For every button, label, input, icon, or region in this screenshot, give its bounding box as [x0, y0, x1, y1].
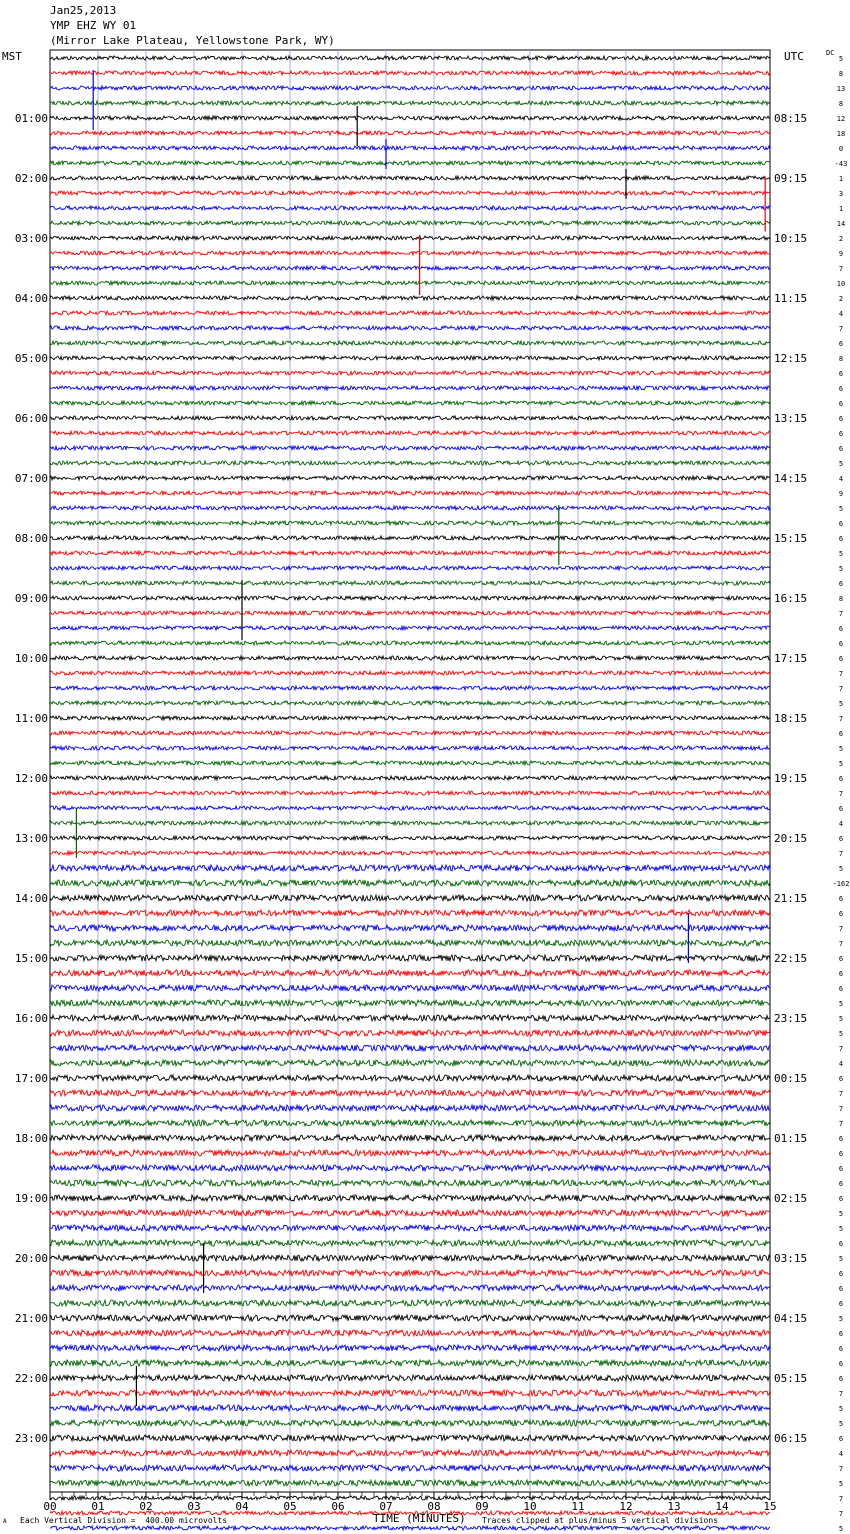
- trace-line: [50, 1105, 770, 1111]
- trace-line: [50, 146, 770, 150]
- trace-line: [50, 671, 770, 675]
- trace-line: [50, 1315, 770, 1321]
- dc-offset: 6: [838, 445, 844, 453]
- trace-line: [50, 1435, 770, 1441]
- right-hour-label: 23:15: [774, 1012, 808, 1025]
- trace-line: [50, 1195, 770, 1201]
- dc-offset: 4: [838, 1450, 844, 1458]
- dc-offset: 8: [838, 355, 844, 363]
- dc-offset: 7: [838, 610, 844, 618]
- right-hour-label: 22:15: [774, 952, 808, 965]
- right-hour-label: 15:15: [774, 532, 808, 545]
- x-tick-label: 14: [715, 1500, 729, 1513]
- trace-line: [50, 910, 770, 916]
- station-title: YMP EHZ WY 01: [50, 19, 137, 32]
- dc-offset: 6: [838, 1300, 844, 1308]
- trace-line: [50, 356, 770, 360]
- trace-line: [50, 1120, 770, 1126]
- right-hour-label: 20:15: [774, 832, 808, 845]
- trace-line: [50, 1405, 770, 1411]
- trace-line: [50, 461, 770, 465]
- dc-offset: 4: [838, 310, 844, 318]
- dc-column-label: DC: [826, 49, 835, 57]
- dc-offset: 8: [838, 100, 844, 108]
- trace-line: [50, 1135, 770, 1141]
- x-tick-label: 13: [667, 1500, 681, 1513]
- dc-offset: 4: [838, 475, 844, 483]
- dc-offset: 6: [838, 400, 844, 408]
- trace-line: [50, 1480, 770, 1486]
- right-hour-label: 08:15: [774, 112, 808, 125]
- dc-offset: 6: [838, 1345, 844, 1353]
- trace-line: [50, 985, 770, 991]
- trace-line: [50, 895, 770, 901]
- trace-line: [50, 536, 770, 540]
- dc-offset: 6: [838, 955, 844, 963]
- left-hour-label: 19:00: [14, 1192, 48, 1205]
- trace-line: [50, 176, 770, 180]
- trace-line: [50, 641, 770, 645]
- x-tick-label: 09: [475, 1500, 489, 1513]
- dc-offset: 5: [838, 565, 844, 573]
- right-hour-label: 19:15: [774, 772, 808, 785]
- trace-line: [50, 1420, 770, 1426]
- trace-line: [50, 251, 770, 255]
- right-hour-label: 17:15: [774, 652, 808, 665]
- trace-line: [50, 1165, 770, 1171]
- dc-offset: 7: [838, 670, 844, 678]
- dc-offset: 6: [838, 1135, 844, 1143]
- trace-line: [50, 970, 770, 976]
- trace-line: [50, 476, 770, 480]
- location-title: (Mirror Lake Plateau, Yellowstone Park, WY): [50, 34, 335, 47]
- dc-offset: 6: [838, 910, 844, 918]
- dc-offset: 9: [838, 250, 844, 258]
- trace-line: [50, 806, 770, 810]
- right-hour-label: 10:15: [774, 232, 808, 245]
- trace-line: [50, 1240, 770, 1246]
- dc-offset: 6: [838, 1435, 844, 1443]
- dc-offset: 7: [838, 1120, 844, 1128]
- trace-line: [50, 1225, 770, 1231]
- trace-line: [50, 446, 770, 450]
- trace-line: [50, 1210, 770, 1216]
- trace-group: [50, 55, 849, 1534]
- trace-line: [50, 1496, 770, 1500]
- dc-offset: 7: [838, 1390, 844, 1398]
- x-axis: [43, 1492, 776, 1513]
- dc-offset: 5: [838, 505, 844, 513]
- left-hour-label: 02:00: [14, 172, 48, 185]
- left-hour-label: 07:00: [14, 472, 48, 485]
- trace-line: [50, 1060, 770, 1066]
- dc-offset: 7: [838, 925, 844, 933]
- trace-line: [50, 1345, 770, 1351]
- right-hour-label: 01:15: [774, 1132, 808, 1145]
- dc-offset: 5: [838, 1315, 844, 1323]
- dc-offset: 2: [838, 295, 844, 303]
- left-hour-label: 06:00: [14, 412, 48, 425]
- x-axis-label: TIME (MINUTES): [373, 1512, 466, 1525]
- trace-line: [50, 1360, 770, 1366]
- dc-offset: 10: [836, 280, 846, 288]
- x-tick-label: 12: [619, 1500, 633, 1513]
- left-hour-label: 12:00: [14, 772, 48, 785]
- dc-offset: 6: [838, 805, 844, 813]
- trace-line: [50, 746, 770, 750]
- trace-line: [50, 821, 770, 825]
- left-hour-label: 04:00: [14, 292, 48, 305]
- x-tick-label: 15: [763, 1500, 777, 1513]
- dc-offset: 5: [838, 865, 844, 873]
- trace-line: [50, 1075, 770, 1081]
- left-timezone-label: MST: [2, 50, 22, 63]
- trace-line: [50, 1300, 770, 1306]
- dc-offset: 7: [838, 1495, 844, 1503]
- trace-line: [50, 1090, 770, 1096]
- x-tick-label: 07: [379, 1500, 393, 1513]
- trace-line: [50, 1030, 770, 1036]
- trace-line: [50, 596, 770, 600]
- trace-line: [50, 1450, 770, 1456]
- x-tick-label: 08: [427, 1500, 441, 1513]
- dc-offset: 6: [838, 1270, 844, 1278]
- right-hour-label: 06:15: [774, 1432, 808, 1445]
- left-hour-label: 23:00: [14, 1432, 48, 1445]
- trace-line: [50, 281, 770, 285]
- dc-offset: 6: [838, 1330, 844, 1338]
- dc-offset: 7: [838, 1105, 844, 1113]
- trace-line: [50, 656, 770, 660]
- trace-line: [50, 925, 770, 931]
- right-hour-label: 13:15: [774, 412, 808, 425]
- dc-offset: 7: [838, 790, 844, 798]
- dc-offset: 5: [838, 1225, 844, 1233]
- dc-offset: 6: [838, 1285, 844, 1293]
- dc-offset: 5: [838, 760, 844, 768]
- x-tick-label: 01: [91, 1500, 105, 1513]
- left-hour-label: 01:00: [14, 112, 48, 125]
- trace-line: [50, 371, 770, 375]
- spike-group: [76, 70, 765, 1406]
- dc-offset: 6: [838, 775, 844, 783]
- dc-offset: 4: [838, 1060, 844, 1068]
- left-hour-label: 16:00: [14, 1012, 48, 1025]
- dc-offset: 5: [838, 550, 844, 558]
- dc-offset: 8: [838, 70, 844, 78]
- right-hour-label: 05:15: [774, 1372, 808, 1385]
- trace-line: [50, 161, 770, 165]
- trace-line: [50, 731, 770, 735]
- trace-line: [50, 116, 770, 120]
- left-hour-label: 17:00: [14, 1072, 48, 1085]
- dc-offset: 6: [838, 430, 844, 438]
- dc-offset: 6: [838, 580, 844, 588]
- dc-offset: 7: [838, 1045, 844, 1053]
- dc-offset: 13: [836, 85, 846, 93]
- right-hour-label: 00:15: [774, 1072, 808, 1085]
- dc-offset: 6: [838, 340, 844, 348]
- dc-offset: 6: [838, 385, 844, 393]
- x-tick-label: 02: [139, 1500, 153, 1513]
- left-hour-label: 09:00: [14, 592, 48, 605]
- dc-offset: 6: [838, 1240, 844, 1248]
- trace-line: [50, 761, 770, 765]
- dc-offset: 5: [838, 1000, 844, 1008]
- trace-line: [50, 1526, 770, 1530]
- trace-line: [50, 86, 770, 90]
- trace-line: [50, 686, 770, 690]
- trace-line: [50, 611, 770, 615]
- dc-offset: 7: [838, 1510, 844, 1518]
- dc-offset: 6: [838, 1180, 844, 1188]
- right-hour-label: 12:15: [774, 352, 808, 365]
- left-hour-label: 22:00: [14, 1372, 48, 1385]
- trace-line: [50, 1390, 770, 1396]
- trace-line: [50, 836, 770, 840]
- dc-offset: 7: [838, 1090, 844, 1098]
- dc-offset: 5: [838, 1015, 844, 1023]
- trace-line: [50, 776, 770, 780]
- left-hour-label: 03:00: [14, 232, 48, 245]
- trace-line: [50, 311, 770, 315]
- dc-offset: 18: [836, 130, 846, 138]
- dc-offset: 6: [838, 640, 844, 648]
- right-hour-label: 04:15: [774, 1312, 808, 1325]
- dc-offset: 4: [838, 820, 844, 828]
- right-timezone-label: UTC: [784, 50, 804, 63]
- dc-offset: 6: [838, 895, 844, 903]
- trace-line: [50, 626, 770, 630]
- dc-offset: -43: [834, 160, 848, 168]
- trace-line: [50, 221, 770, 225]
- dc-offset: 6: [838, 985, 844, 993]
- corner-mark: A: [3, 1518, 7, 1525]
- trace-line: [50, 791, 770, 795]
- left-hour-label: 05:00: [14, 352, 48, 365]
- dc-offset: 1: [838, 205, 844, 213]
- trace-line: [50, 191, 770, 195]
- clip-note: Traces clipped at plus/minus 5 vertical divisions: [482, 1516, 719, 1525]
- trace-line: [50, 431, 770, 435]
- trace-line: [50, 1015, 770, 1021]
- dc-offset: 5: [838, 1255, 844, 1263]
- dc-offset: 5: [838, 1480, 844, 1488]
- trace-line: [50, 1465, 770, 1471]
- dc-offset: 6: [838, 1165, 844, 1173]
- trace-line: [50, 236, 770, 240]
- right-hour-label: 02:15: [774, 1192, 808, 1205]
- dc-offset: 7: [838, 685, 844, 693]
- trace-line: [50, 491, 770, 495]
- dc-offset: 6: [838, 625, 844, 633]
- right-hour-label: 21:15: [774, 892, 808, 905]
- left-hour-label: 18:00: [14, 1132, 48, 1145]
- left-hour-label: 10:00: [14, 652, 48, 665]
- left-hour-label: 21:00: [14, 1312, 48, 1325]
- right-hour-label: 18:15: [774, 712, 808, 725]
- date-title: Jan25,2013: [50, 4, 117, 17]
- trace-line: [50, 880, 770, 886]
- right-hour-label: 16:15: [774, 592, 808, 605]
- trace-line: [50, 1330, 770, 1336]
- dc-offset: 7: [838, 850, 844, 858]
- scale-note: Each Vertical Division = 400.00 microvolts: [20, 1516, 228, 1525]
- dc-offset: 6: [838, 730, 844, 738]
- x-tick-label: 00: [43, 1500, 57, 1513]
- trace-line: [50, 101, 770, 105]
- dc-offset: 6: [838, 1075, 844, 1083]
- dc-offset: 6: [838, 835, 844, 843]
- dc-offset: 6: [838, 535, 844, 543]
- trace-line: [50, 1270, 770, 1276]
- trace-line: [50, 1375, 770, 1381]
- dc-offset: 6: [838, 1360, 844, 1368]
- dc-offset: 6: [838, 1375, 844, 1383]
- left-hour-label: 14:00: [14, 892, 48, 905]
- left-hour-label: 11:00: [14, 712, 48, 725]
- trace-line: [50, 266, 770, 270]
- trace-line: [50, 1180, 770, 1186]
- trace-line: [50, 701, 770, 705]
- dc-offset: -162: [832, 880, 850, 888]
- dc-offset: 7: [838, 265, 844, 273]
- dc-offset: 6: [838, 1195, 844, 1203]
- trace-line: [50, 716, 770, 720]
- dc-offset: 5: [838, 55, 844, 63]
- dc-offset: 5: [838, 1210, 844, 1218]
- trace-line: [50, 1150, 770, 1156]
- dc-offset: 6: [838, 520, 844, 528]
- trace-line: [50, 71, 770, 75]
- dc-offset: 7: [838, 940, 844, 948]
- left-hour-label: 20:00: [14, 1252, 48, 1265]
- right-hour-label: 14:15: [774, 472, 808, 485]
- x-tick-label: 03: [187, 1500, 201, 1513]
- x-tick-label: 05: [283, 1500, 297, 1513]
- trace-line: [50, 1045, 770, 1051]
- trace-line: [50, 940, 770, 946]
- dc-offset: 12: [836, 115, 846, 123]
- trace-line: [50, 206, 770, 210]
- trace-line: [50, 581, 770, 585]
- dc-offset: 5: [838, 1405, 844, 1413]
- trace-line: [50, 1285, 770, 1291]
- trace-line: [50, 506, 770, 510]
- dc-offset: 5: [838, 1420, 844, 1428]
- left-hour-label: 15:00: [14, 952, 48, 965]
- trace-line: [50, 566, 770, 570]
- dc-offset: 5: [838, 1525, 844, 1533]
- trace-line: [50, 401, 770, 405]
- x-tick-label: 04: [235, 1500, 249, 1513]
- dc-offset: 5: [838, 460, 844, 468]
- dc-offset: 0: [838, 145, 844, 153]
- dc-offset: 6: [838, 1150, 844, 1158]
- trace-line: [50, 955, 770, 961]
- right-hour-label: 11:15: [774, 292, 808, 305]
- dc-offset: 5: [838, 700, 844, 708]
- x-tick-label: 11: [571, 1500, 585, 1513]
- dc-offset: 5: [838, 745, 844, 753]
- trace-line: [50, 296, 770, 300]
- dc-offset: 6: [838, 655, 844, 663]
- trace-line: [50, 56, 770, 60]
- trace-line: [50, 1255, 770, 1261]
- trace-line: [50, 865, 770, 871]
- dc-offset: 3: [838, 190, 844, 198]
- trace-line: [50, 326, 770, 330]
- dc-offset: 7: [838, 325, 844, 333]
- dc-offset: 7: [838, 715, 844, 723]
- left-hour-label: 13:00: [14, 832, 48, 845]
- left-hour-label: 08:00: [14, 532, 48, 545]
- x-tick-label: 10: [523, 1500, 537, 1513]
- trace-line: [50, 551, 770, 555]
- dc-offset: 6: [838, 970, 844, 978]
- right-hour-label: 09:15: [774, 172, 808, 185]
- dc-offset: 7: [838, 1465, 844, 1473]
- dc-offset: 5: [838, 1030, 844, 1038]
- dc-offset: 6: [838, 370, 844, 378]
- trace-line: [50, 416, 770, 420]
- right-hour-label: 03:15: [774, 1252, 808, 1265]
- dc-offset: 6: [838, 415, 844, 423]
- trace-line: [50, 851, 770, 855]
- trace-line: [50, 341, 770, 345]
- trace-line: [50, 131, 770, 135]
- dc-offset: 9: [838, 490, 844, 498]
- dc-offset: 8: [838, 595, 844, 603]
- dc-offset: 1: [838, 175, 844, 183]
- dc-offset: 14: [836, 220, 846, 228]
- x-tick-label: 06: [331, 1500, 345, 1513]
- trace-line: [50, 521, 770, 525]
- trace-line: [50, 1000, 770, 1006]
- dc-offset: 2: [838, 235, 844, 243]
- trace-line: [50, 386, 770, 390]
